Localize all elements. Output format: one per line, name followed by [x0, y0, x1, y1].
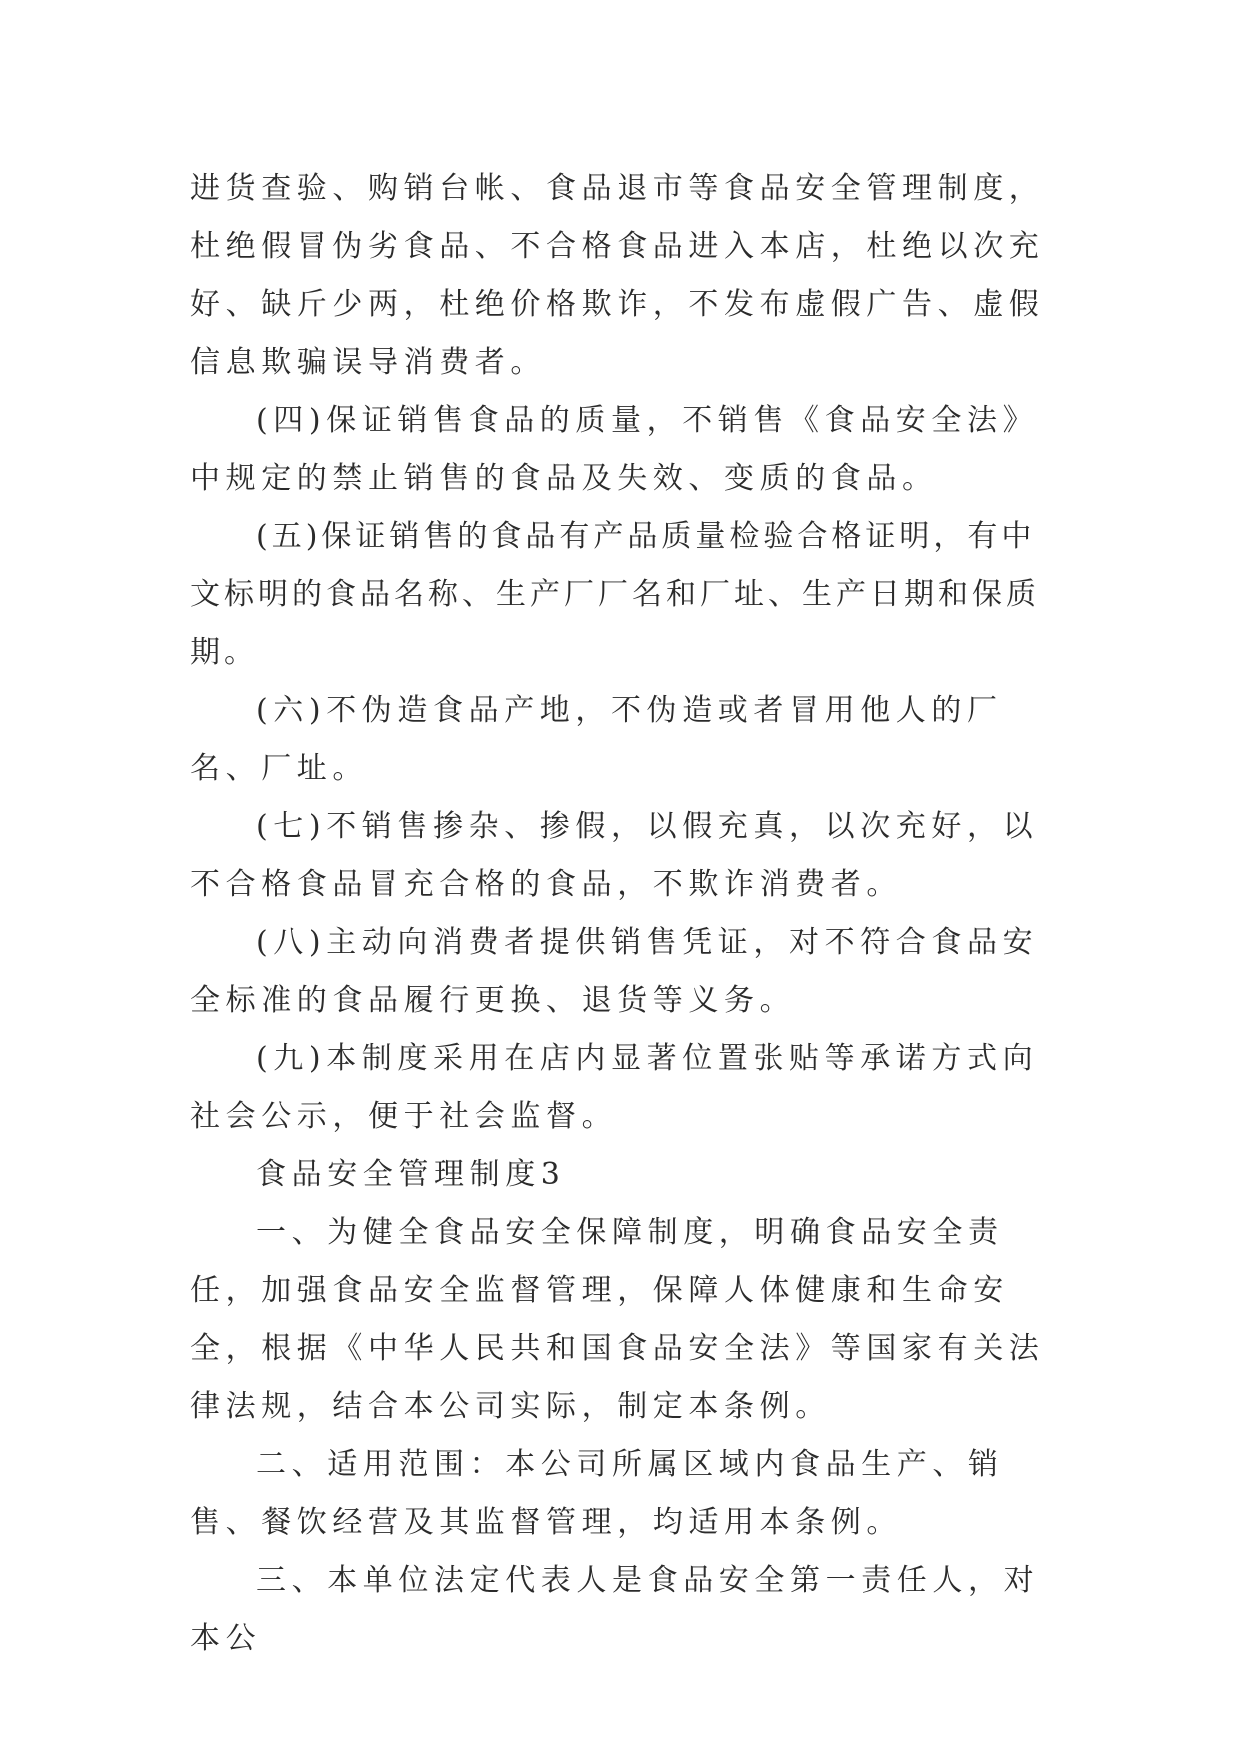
- paragraph-article-1: 一、为健全食品安全保障制度，明确食品安全责任，加强食品安全监督管理，保障人体健康和生命安全，根据《中华人民共和国食品安全法》等国家有关法律法规，结合本公司实际，制定本条例。: [190, 1215, 1045, 1424]
- paragraph-item-7: (七)不销售掺杂、掺假，以假充真，以次充好，以不合格食品冒充合格的食品，不欺诈消费者。: [190, 809, 1039, 902]
- paragraph-article-2: 二、适用范围：本公司所属区域内食品生产、销售、餐饮经营及其监督管理，均适用本条例。: [190, 1447, 1004, 1540]
- document-body: [190, 160, 1060, 1668]
- paragraph-item-9: (九)本制度采用在店内显著位置张贴等承诺方式向社会公示，便于社会监督。: [190, 1041, 1039, 1134]
- paragraph-item-8: (八)主动向消费者提供销售凭证，对不符合食品安全标准的食品履行更换、退货等义务。: [190, 925, 1039, 1018]
- paragraph-item-6: (六)不伪造食品产地，不伪造或者冒用他人的厂名、厂址。: [190, 693, 1003, 786]
- paragraph-article-3: 三、本单位法定代表人是食品安全第一责任人，对本公: [190, 1563, 1040, 1656]
- paragraph-item-4: (四)保证销售食品的质量，不销售《食品安全法》中规定的禁止销售的食品及失效、变质的食品。: [190, 403, 1039, 496]
- section-heading: 食品安全管理制度3: [256, 1157, 566, 1192]
- paragraph-continuation: 进货查验、购销台帐、食品退市等食品安全管理制度，杜绝假冒伪劣食品、不合格食品进入本店，杜绝以次充好、缺斤少两，杜绝价格欺诈，不发布虚假广告、虚假信息欺骗误导消费者。: [190, 171, 1045, 380]
- paragraph-item-5: (五)保证销售的食品有产品质量检验合格证明，有中文标明的食品名称、生产厂厂名和厂址、生产日期和保质期。: [190, 519, 1040, 670]
